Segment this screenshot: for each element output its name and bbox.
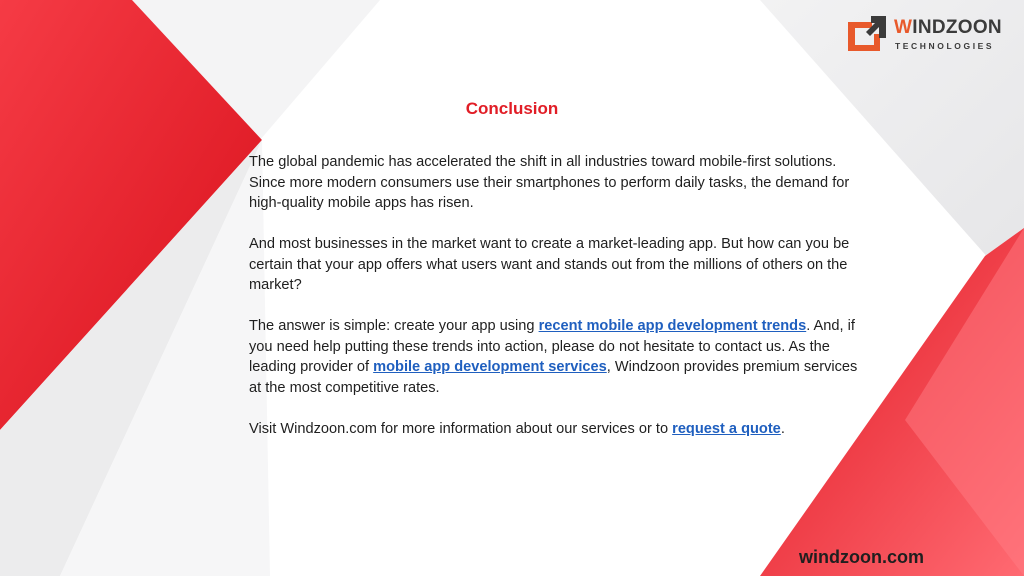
paragraph-1: The global pandemic has accelerated the shift in all industries toward mobile-first solutions. Since more modern consumers use their smartphones to perform daily tasks, the demand for high-quality mobile apps has risen.: [249, 154, 850, 211]
slide-title: Conclusion: [465, 99, 559, 118]
windzoon-logo: [846, 14, 1011, 54]
logo-wordmark: WINDZOON: [894, 17, 1002, 38]
mobile-app-services-link[interactable]: mobile app development services: [373, 359, 607, 375]
paragraph-2: And most businesses in the market want to create a market-leading app. But how can you be certain that your app offers what users want and stands out from the millions of others on the market?: [249, 236, 850, 293]
footer-url: windzoon.com: [799, 547, 924, 567]
recent-trends-link[interactable]: recent mobile app development trends: [538, 318, 807, 334]
slide-body: [249, 152, 869, 460]
paragraph-3: The answer is simple: create your app using recent mobile app development trends. And, if you need help putting these trends into action, please do not hesitate to contact us. As the leading provider of mobile app development services, Windzoon provides premium services at the most competitive rates.: [249, 318, 858, 396]
paragraph-4: Visit Windzoon.com for more information about our services or to request a quote.: [249, 420, 785, 437]
windzoon-logo-icon: [846, 14, 888, 54]
request-quote-link[interactable]: request a quote: [672, 420, 781, 437]
logo-subtitle: TECHNOLOGIES: [895, 41, 995, 51]
